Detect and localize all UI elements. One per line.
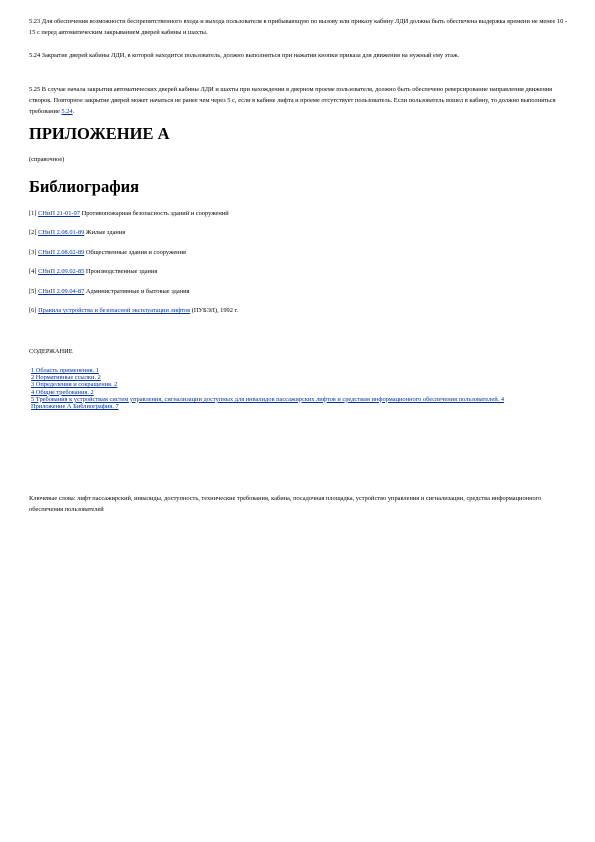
bibliography-title: Библиография xyxy=(29,177,140,196)
paragraph-5-25-end: . xyxy=(72,108,75,115)
bib-number: [1] xyxy=(29,210,39,217)
bib-link[interactable]: СНиП 2.09.04-87 xyxy=(38,288,85,295)
bibliography-item xyxy=(29,248,186,257)
bib-title: (ПУБЭЛ), 1992 г. xyxy=(190,307,239,314)
link-5-24[interactable]: 5.24 xyxy=(61,108,73,115)
paragraph-5-24: 5.24 Закрытие дверей кабины ЛДИ, в которой находится пользователь, должно выполняться при нажатии кнопки приказа для движения на нужный ему этаж. xyxy=(29,52,460,59)
toc-link[interactable]: 4 Общие требования. 2 xyxy=(31,388,94,396)
bibliography-item xyxy=(29,209,229,218)
bib-number: [4] xyxy=(29,268,39,275)
bibliography-item xyxy=(29,267,157,276)
bib-link[interactable]: СНиП 2.09.02-85 xyxy=(38,268,85,275)
toc-link[interactable]: 1 Область применения. 1 xyxy=(31,367,100,374)
toc-item xyxy=(31,403,531,410)
toc-item xyxy=(31,374,531,381)
toc-item xyxy=(31,396,531,403)
toc-link[interactable]: 2 Нормативные ссылки. 2 xyxy=(31,374,101,382)
toc-list xyxy=(31,367,531,410)
bib-link[interactable]: СНиП 2.08.01-89 xyxy=(38,229,85,236)
paragraph-5-23: 5.23 Для обеспечения возможности беспрепятственного входа и выхода пользователя в прибывающую по вызову или приказу кабину ЛДИ должна быть обеспечена выдержка времени не менее 10 - 15 с перед автоматическим закрыванием дверей кабины и шахты. xyxy=(29,18,568,36)
bib-title: Административные и бытовые здания xyxy=(84,288,190,295)
bib-title: Общественные здания и сооружения xyxy=(84,249,186,256)
bib-link[interactable]: Правила устройства и безопасной эксплуатации лифтов xyxy=(38,307,191,314)
bib-link[interactable]: СНиП 2.08.02-89 xyxy=(38,249,85,256)
appendix-note: (справочное) xyxy=(29,156,65,163)
toc-title: СОДЕРЖАНИЕ xyxy=(29,348,73,355)
toc-item xyxy=(31,367,531,374)
bib-title: Противопожарная безопасность зданий и сооружений xyxy=(80,210,229,217)
toc-link[interactable]: 5 Требования к устройствам систем управления, сигнализации доступных для инвалидов пассажирских лифтов и средствам информационного обеспечения пользователей. 4 xyxy=(31,395,505,403)
bib-number: [6] xyxy=(29,307,39,314)
paragraph-5-25-text: 5.25 В случае начала закрытия автоматических дверей кабины ЛДИ и шахты при нахождении в дверном проеме пользователя, должно быть обеспечено реверсирование направления движения створок. Повторное закрытие дверей может начаться не ранее чем через 5 с, если в кабине лифта и проеме отсутствует пользователь. Если пользователь вошел в кабину, то должно выполняться требование xyxy=(29,86,556,115)
paragraph-5-25 xyxy=(29,84,569,117)
toc-item xyxy=(31,381,531,388)
toc-link[interactable]: Приложение А Библиография. 7 xyxy=(31,403,119,411)
bib-link[interactable]: СНиП 21-01-97 xyxy=(38,210,81,217)
bibliography-item xyxy=(29,228,125,237)
bib-title: Производственные здания xyxy=(84,268,158,275)
bib-title: Жилые здания xyxy=(84,229,126,236)
bibliography-item xyxy=(29,287,189,296)
keywords: Ключевые слова: лифт пассажирский, инвалиды, доступность, технические требования, кабина, посадочная площадка, устройство управления и сигнализации, средства информационного обеспечения пользователей xyxy=(29,495,542,513)
appendix-title: ПРИЛОЖЕНИЕ А xyxy=(29,124,170,143)
bibliography-item xyxy=(29,306,238,315)
bib-number: [5] xyxy=(29,288,39,295)
toc-link[interactable]: 3 Определения и сокращения. 2 xyxy=(31,381,118,389)
toc-item xyxy=(31,389,531,396)
bib-number: [2] xyxy=(29,229,39,236)
bib-number: [3] xyxy=(29,249,39,256)
